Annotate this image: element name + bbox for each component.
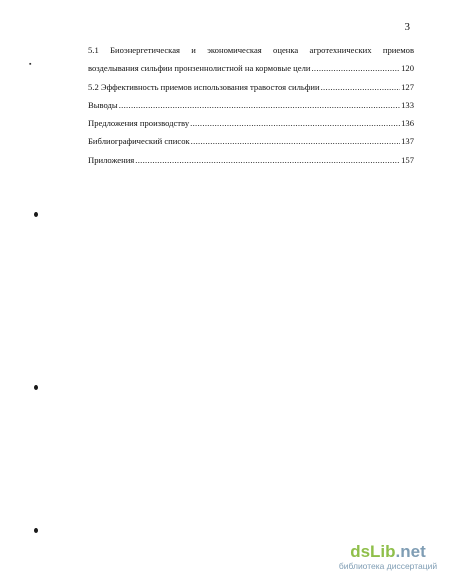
toc-leader-dots xyxy=(311,59,400,77)
toc-leader-dots xyxy=(119,96,400,114)
toc-entry-title: возделывания сильфии пронзеннолистной на кормовые цели xyxy=(88,63,311,74)
toc-entry-title: Предложения производству xyxy=(88,118,190,129)
punch-hole-mark xyxy=(34,212,38,217)
punch-hole-mark xyxy=(34,528,38,533)
toc-entry-5-1-line2 xyxy=(88,59,414,77)
toc-entry-bibliography xyxy=(88,132,414,150)
toc-entry-page: 157 xyxy=(401,154,414,165)
table-of-contents xyxy=(88,41,414,169)
toc-entry-page: 127 xyxy=(401,81,414,92)
toc-entry-conclusions xyxy=(88,96,414,114)
toc-entry-title: Библиографический список xyxy=(88,136,190,147)
punch-hole-mark xyxy=(34,385,38,390)
toc-entry-page: 120 xyxy=(401,63,414,74)
watermark-logo-main: dsLib xyxy=(350,542,396,561)
toc-entry-page: 137 xyxy=(401,136,414,147)
toc-entry-title: Выводы xyxy=(88,99,118,110)
toc-leader-dots xyxy=(190,114,400,132)
toc-entry-title: 5.2 Эффективность приемов использования травостоя сильфии xyxy=(88,81,320,92)
watermark-logo xyxy=(338,543,438,561)
toc-entry-appendices xyxy=(88,151,414,169)
toc-leader-dots xyxy=(191,132,400,150)
toc-entry-title: 5.1 Биоэнергетическая и экономическая оценка агротехнических приемов xyxy=(88,45,414,55)
toc-leader-dots xyxy=(321,78,401,96)
watermark-logo-tld: .net xyxy=(395,542,426,561)
toc-entry-proposals xyxy=(88,114,414,132)
toc-entry-5-2 xyxy=(88,78,414,96)
page-number: 3 xyxy=(404,21,410,33)
watermark xyxy=(338,543,438,572)
watermark-subtitle: библиотека диссертаций xyxy=(338,561,438,571)
binding-mark: ▪ xyxy=(29,60,32,68)
toc-leader-dots xyxy=(135,151,400,169)
toc-entry-page: 133 xyxy=(401,99,414,110)
toc-entry-page: 136 xyxy=(401,118,414,129)
toc-entry-5-1-line1 xyxy=(88,41,414,59)
toc-entry-title: Приложения xyxy=(88,154,135,165)
